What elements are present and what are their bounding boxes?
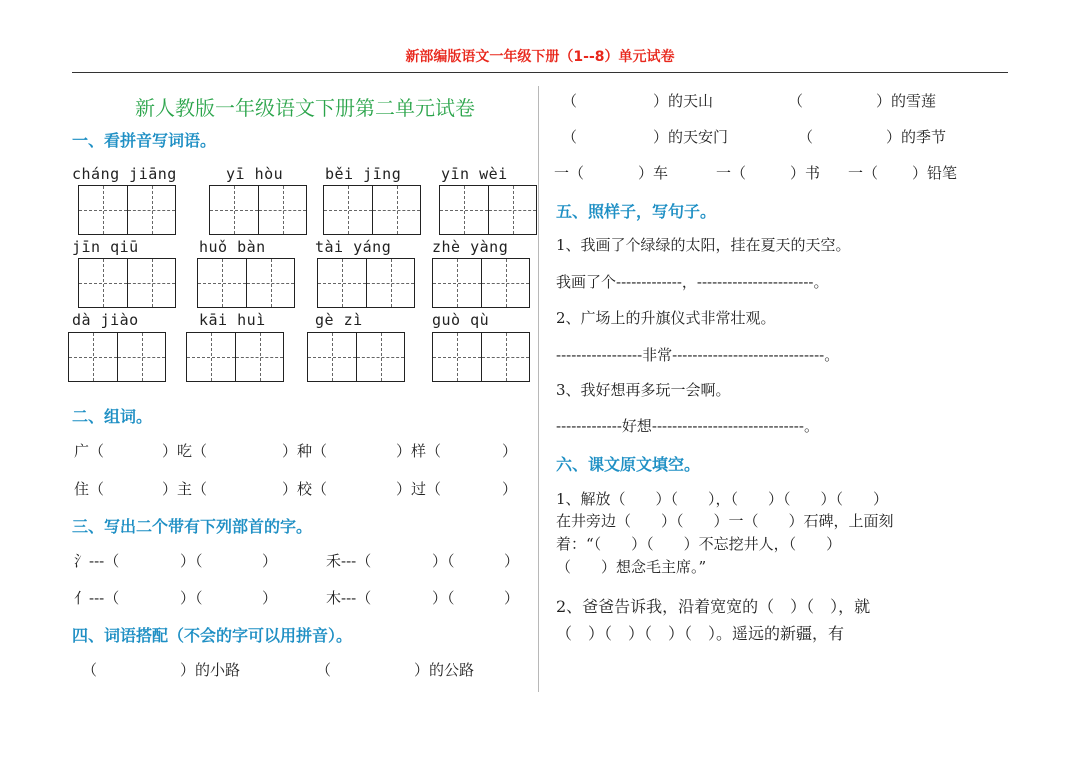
section-1-heading: 一、看拼音写词语。 [72,131,217,150]
fill-blank-line: 2、爸爸告诉我，沿着宽宽的（ ）（ ），就 [556,597,871,616]
writing-grid[interactable] [432,258,530,308]
measure-word-item: 一（ [716,164,747,182]
section-3-heading: 三、写出二个带有下列部首的字。 [72,517,313,536]
pinyin-label: jīn qiū [72,238,139,256]
measure-word-item: ）车 [638,164,669,182]
word-form-item: 住（ [74,480,105,498]
collocation-item: （ [788,92,804,110]
header-rule [72,72,1008,73]
fill-blank-line: （ ）想念毛主席。” [556,558,707,576]
page-header: 新部编版语文一年级下册（1--8）单元试卷 [405,49,675,65]
collocation-item: ）的小路 [180,661,241,679]
column-divider [538,86,539,692]
collocation-item: ）的天山 [653,92,714,110]
collocation-item: ）的天安门 [653,128,729,146]
sentence-answer-line: -----------------非常------------------------------。 [556,346,840,364]
radical-item: ）（ [432,552,455,570]
fill-blank-line: （ ）（ ）（ ）（ ）。遥远的新疆，有 [556,624,845,643]
pinyin-label: zhè yàng [432,238,509,256]
section-2-heading: 二、组词。 [72,407,153,426]
writing-grid[interactable] [317,258,415,308]
writing-grid[interactable] [432,332,530,382]
word-form-item: ）样（ [396,442,442,460]
sentence-example: 2、广场上的升旗仪式非常壮观。 [556,309,776,327]
collocation-item: （ [82,661,98,679]
radical-item: ）（ [180,589,203,607]
collocation-item: ）的雪莲 [876,92,937,110]
collocation-item: （ [316,661,332,679]
word-form-item: ） [502,442,518,460]
section-4-heading: 四、词语搭配（不会的字可以用拼音）。 [72,626,353,645]
writing-grid[interactable] [439,185,537,235]
word-form-item: ）主（ [162,480,208,498]
word-form-item: ） [502,480,518,498]
sentence-example: 3、我好想再多玩一会啊。 [556,381,731,399]
collocation-item: ）的公路 [414,661,475,679]
writing-grid[interactable] [78,258,176,308]
pinyin-label: huǒ bàn [199,238,266,256]
exam-title: 新人教版一年级语文下册第二单元试卷 [135,96,475,120]
fill-blank-line: 着：“（ ）（ ）不忘挖井人，（ ） [556,535,842,553]
collocation-item: ）的季节 [886,128,947,146]
pinyin-label: guò qù [432,311,490,329]
collocation-item: （ [562,92,578,110]
collocation-item: （ [798,128,814,146]
pinyin-label: dà jiào [72,311,139,329]
measure-word-item: 一（ [554,164,585,182]
radical-item: ） [504,552,520,570]
radical-item: 氵---（ [74,552,120,570]
writing-grid[interactable] [186,332,284,382]
measure-word-item: ）书 [790,164,821,182]
sentence-example: 1、我画了个绿绿的太阳，挂在夏天的天空。 [556,236,851,254]
writing-grid[interactable] [197,258,295,308]
sentence-answer-line: -------------好想------------------------------。 [556,417,819,435]
pinyin-label: yīn wèi [441,165,508,183]
pinyin-label: cháng jiāng [72,165,177,183]
measure-word-item: ）铅笔 [912,164,958,182]
radical-item: ）（ [432,589,455,607]
pinyin-label: kāi huì [199,311,266,329]
word-form-item: 广（ [74,442,105,460]
word-form-item: ）校（ [282,480,328,498]
writing-grid[interactable] [68,332,166,382]
radical-item: 禾---（ [326,552,372,570]
section-6-heading: 六、课文原文填空。 [556,455,701,474]
fill-blank-line: 在井旁边（ ）（ ）一（ ）石碑，上面刻 [556,512,894,530]
radical-item: 亻---（ [74,589,120,607]
pinyin-label: tài yáng [315,238,392,256]
collocation-item: （ [562,128,578,146]
word-form-item: ）吃（ [162,442,208,460]
sentence-answer-line: 我画了个-------------，-----------------------。 [556,273,829,291]
radical-item: 木---（ [326,589,372,607]
pinyin-label: gè zì [315,311,363,329]
section-5-heading: 五、照样子，写句子。 [556,202,717,221]
radical-item: ） [504,589,520,607]
writing-grid[interactable] [307,332,405,382]
writing-grid[interactable] [209,185,307,235]
word-form-item: ）种（ [282,442,328,460]
radical-item: ） [262,589,278,607]
writing-grid[interactable] [323,185,421,235]
pinyin-label: běi jīng [325,165,402,183]
fill-blank-line: 1、解放（ ）（ ），（ ）（ ）（ ） [556,490,889,508]
radical-item: ）（ [180,552,203,570]
measure-word-item: 一（ [848,164,879,182]
word-form-item: ）过（ [396,480,442,498]
writing-grid[interactable] [78,185,176,235]
pinyin-label: yī hòu [226,165,284,183]
radical-item: ） [262,552,278,570]
